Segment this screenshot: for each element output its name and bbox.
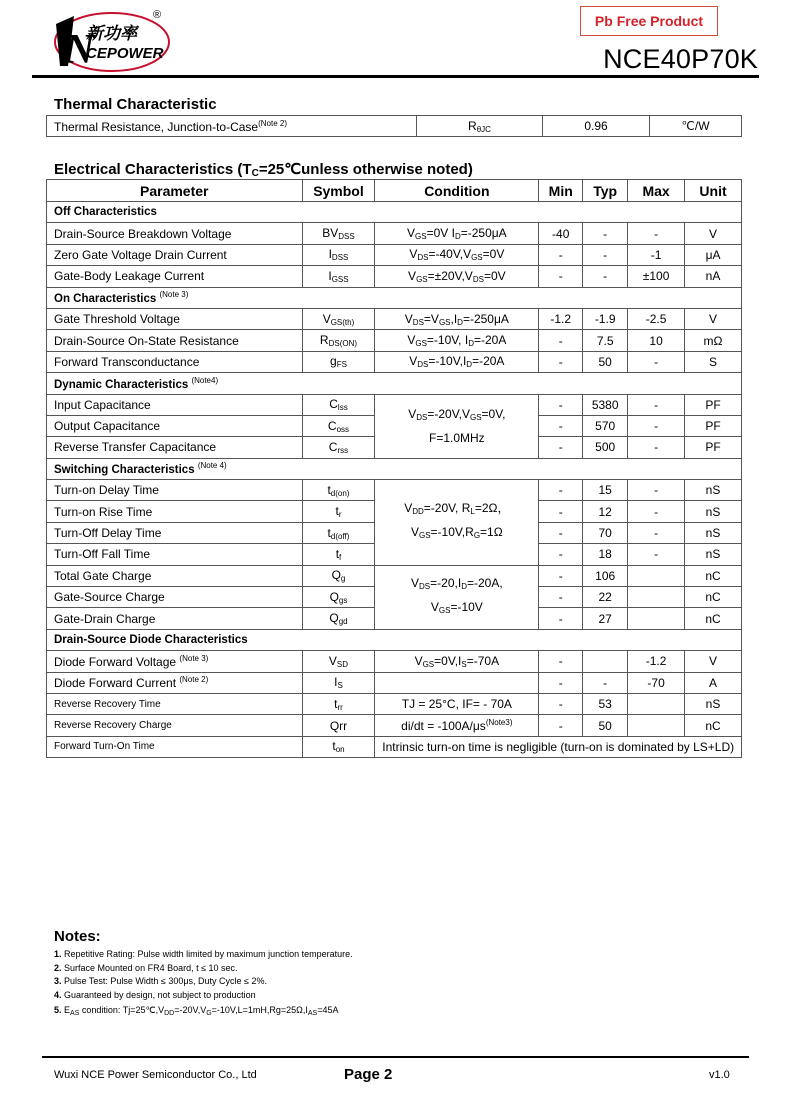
min-cell: -: [539, 715, 583, 736]
symbol-sub: SD: [336, 659, 349, 669]
logo-graphic: [52, 6, 177, 74]
symbol: g: [330, 354, 337, 369]
symbol-sub: DS(ON): [328, 339, 358, 349]
symbol: t: [327, 525, 331, 540]
typ-cell: 53: [583, 693, 628, 714]
header-divider: [32, 75, 759, 78]
symbol-sub: gs: [338, 595, 348, 605]
min-cell: -: [539, 480, 583, 501]
symbol-sub: GS(th): [330, 317, 355, 327]
symbol-cell: [302, 480, 375, 501]
symbol-sub: DSS: [331, 253, 349, 263]
min-cell: -: [539, 266, 583, 287]
unit-cell: nS: [685, 544, 742, 565]
col-header: Parameter: [47, 180, 303, 202]
max-cell: -: [628, 480, 685, 501]
max-cell: -2.5: [628, 308, 685, 329]
symbol-sub: g: [340, 574, 346, 584]
unit-cell: nS: [685, 522, 742, 543]
param-cell: Turn-on Rise Time: [47, 501, 303, 522]
symbol-cell: [302, 223, 375, 244]
condition-cell: $V_{GS}=-10V$, $I_D=-20A$: [375, 330, 539, 351]
unit-cell: nC: [685, 565, 742, 586]
thermal-value: 0.96: [543, 116, 650, 137]
table-row: [47, 266, 742, 287]
table-row: [47, 330, 742, 351]
min-cell: -: [539, 651, 583, 672]
max-cell: -: [628, 223, 685, 244]
symbol: C: [329, 397, 338, 412]
symbol: t: [334, 696, 338, 711]
unit-cell: A: [685, 672, 742, 693]
symbol-sub: gd: [338, 617, 348, 627]
max-cell: -: [628, 522, 685, 543]
note-item: [54, 989, 353, 1003]
table-row: [47, 715, 742, 736]
min-cell: -: [539, 501, 583, 522]
max-cell: [628, 715, 685, 736]
table-row: [47, 693, 742, 714]
symbol: V: [322, 311, 331, 326]
param-cell: Drain-Source Breakdown Voltage: [47, 223, 303, 244]
condition-cell: $V_{DD}=-20V$, $R_L=2\Omega$， $V_{GS}=-10V,R_G=1\Omega$: [375, 480, 539, 566]
max-cell: [628, 587, 685, 608]
condition-cell: $V_{DS}=-40V,V_{GS}=0V$: [375, 244, 539, 265]
logo-registered: ®: [153, 9, 162, 21]
table-row: [47, 308, 742, 329]
condition-cell: TJ = 25°C, IF= - 70A: [375, 693, 539, 714]
param-cell: Forward Turn-On Time: [47, 736, 303, 757]
note-text: Pulse Test: Pulse Width ≤ 300μs, Duty Cycle ≤ 2%.: [61, 976, 267, 987]
symbol: V: [328, 653, 337, 668]
note-ref: (Note 2): [179, 675, 209, 685]
category-row: [47, 458, 742, 479]
condition-cell: [375, 672, 539, 693]
unit-cell: S: [685, 351, 742, 372]
min-cell: -: [539, 608, 583, 629]
part-number: NCE40P70K: [603, 44, 758, 74]
unit-cell: nC: [685, 608, 742, 629]
footer-page: Page 2: [344, 1066, 393, 1083]
symbol-cell: [302, 587, 375, 608]
min-cell: -: [539, 544, 583, 565]
title-sub: C: [251, 168, 259, 179]
symbol-cell: [302, 672, 375, 693]
symbol-sub: FS: [336, 360, 347, 370]
param-cell: [47, 651, 303, 672]
category-row: [47, 287, 742, 308]
symbol: Q: [329, 611, 339, 626]
title-part: Electrical Characteristics (T: [54, 161, 252, 178]
typ-cell: 15: [583, 480, 628, 501]
max-cell: 10: [628, 330, 685, 351]
typ-cell: 570: [583, 415, 628, 436]
param-cell: Zero Gate Voltage Drain Current: [47, 244, 303, 265]
col-header: Typ: [583, 180, 628, 202]
min-cell: -: [539, 394, 583, 415]
thermal-table: [46, 115, 742, 137]
note-number: 4.: [54, 989, 62, 1000]
min-cell: -: [539, 330, 583, 351]
symbol: C: [328, 439, 338, 454]
note-number: 1.: [54, 949, 62, 959]
symbol: t: [335, 504, 339, 519]
category-cell: [47, 458, 742, 479]
note-text: Guaranteed by design, not subject to production: [61, 989, 256, 1000]
electrical-title: [54, 160, 473, 179]
typ-cell: -: [583, 223, 628, 244]
max-cell: -70: [628, 672, 685, 693]
unit-cell: PF: [685, 415, 742, 436]
symbol-sub: θJC: [476, 124, 491, 134]
thermal-unit: ℃/W: [650, 116, 742, 137]
min-cell: -: [539, 522, 583, 543]
symbol-sub: lss: [337, 403, 348, 413]
symbol-sub: rr: [337, 702, 343, 712]
symbol-sub: rss: [337, 445, 349, 455]
category-label: Drain-Source Diode Characteristics: [47, 629, 742, 650]
unit-cell: μA: [685, 244, 742, 265]
symbol-cell: [302, 266, 375, 287]
col-header: Min: [539, 180, 583, 202]
table-row: [47, 244, 742, 265]
symbol: t: [335, 546, 340, 561]
min-cell: -1.2: [539, 308, 583, 329]
typ-cell: 500: [583, 437, 628, 458]
typ-cell: 7.5: [583, 330, 628, 351]
symbol-cell: [302, 651, 375, 672]
param-cell: Gate-Body Leakage Current: [47, 266, 303, 287]
condition-cell: $V_{DS}=V_{GS},I_D=-250\mu A$: [375, 308, 539, 329]
unit-cell: PF: [685, 394, 742, 415]
max-cell: -: [628, 501, 685, 522]
category-label: Dynamic Characteristics: [54, 378, 189, 391]
thermal-title: Thermal Characteristic: [54, 96, 217, 113]
footer-company: Wuxi NCE Power Semiconductor Co., Ltd: [54, 1069, 257, 1081]
param-label: Diode Forward Current: [54, 676, 177, 691]
condition-cell: $V_{DS}=-20,I_D=-20A$, $V_{GS}=-10V$: [375, 565, 539, 629]
max-cell: [628, 608, 685, 629]
symbol-sub: f: [339, 552, 342, 562]
symbol-sub: GSS: [331, 274, 349, 284]
symbol-cell: [302, 330, 375, 351]
min-cell: -: [539, 587, 583, 608]
unit-cell: nC: [685, 587, 742, 608]
min-cell: -: [539, 437, 583, 458]
table-row: [47, 223, 742, 244]
logo-chinese: 新功率: [86, 24, 137, 44]
max-cell: -1.2: [628, 651, 685, 672]
unit-cell: nA: [685, 266, 742, 287]
condition-freq: F=1.0MHz: [429, 430, 485, 445]
condition-cell: $V_{GS}=\pm 20V,V_{DS}=0V$: [375, 266, 539, 287]
condition-cell: $V_{GS}=0V$ $I_D=-250\mu A$: [375, 223, 539, 244]
condition-cell: $V_{DS}=-20V,V_{GS}=0V$, F=1.0MHz: [375, 394, 539, 458]
thermal-param-cell: [47, 116, 417, 137]
min-cell: -: [539, 565, 583, 586]
symbol-cell: [302, 522, 375, 543]
note-number: 3.: [54, 976, 62, 987]
max-cell: -: [628, 394, 685, 415]
param-cell: Reverse Recovery Time: [47, 693, 303, 714]
note-ref: (Note3): [485, 718, 513, 728]
category-row: [47, 629, 742, 650]
footer-version: v1.0: [709, 1069, 730, 1081]
symbol-sub: d(off): [330, 531, 350, 541]
min-cell: -: [539, 351, 583, 372]
typ-cell: -: [583, 266, 628, 287]
thermal-param: Thermal Resistance, Junction-to-Case: [54, 119, 259, 134]
note-ref: (Note 3): [179, 653, 209, 663]
symbol: R: [319, 333, 329, 348]
max-cell: ±100: [628, 266, 685, 287]
unit-cell: mΩ: [685, 330, 742, 351]
symbol-cell: [302, 308, 375, 329]
max-cell: [628, 693, 685, 714]
table-row: [47, 351, 742, 372]
symbol-cell: [302, 544, 375, 565]
note-ref: (Note 4): [197, 461, 227, 471]
category-cell: [47, 287, 742, 308]
note-item: [54, 962, 353, 976]
col-header: Condition: [375, 180, 539, 202]
category-label: Off Characteristics: [47, 202, 742, 223]
typ-cell: 12: [583, 501, 628, 522]
unit-cell: nS: [685, 480, 742, 501]
symbol: I: [328, 247, 332, 262]
symbol: BV: [322, 226, 339, 241]
symbol-sub: r: [338, 510, 342, 520]
param-cell: Gate-Source Charge: [47, 587, 303, 608]
note-item: 5. $E_{AS}$ condition: $Tj=25℃,V_{DD}=-20V,V_G=-10V,L=1mH,Rg=25\Omega,I_{AS}=45A$: [54, 1005, 339, 1018]
param-cell: Turn-Off Delay Time: [47, 522, 303, 543]
symbol: Q: [329, 589, 339, 604]
max-cell: -: [628, 351, 685, 372]
symbol-cell: [302, 351, 375, 372]
symbol: Q: [331, 568, 341, 583]
symbol-sub: oss: [336, 424, 350, 434]
unit-cell: nS: [685, 501, 742, 522]
category-row: [47, 373, 742, 394]
param-cell: Reverse Transfer Capacitance: [47, 437, 303, 458]
note-text: E: [61, 1005, 71, 1016]
condition-cell: $V_{DS}=-10V,I_D=-20A$: [375, 351, 539, 372]
col-header: Max: [628, 180, 685, 202]
table-row: [47, 116, 742, 137]
note-item: [54, 948, 353, 962]
logo-english: CEPOWER: [86, 45, 164, 62]
unit-cell: nS: [685, 693, 742, 714]
symbol-cell: [302, 437, 375, 458]
category-cell: [47, 373, 742, 394]
symbol-cell: [302, 565, 375, 586]
max-cell: -: [628, 415, 685, 436]
symbol: R: [468, 118, 477, 133]
condition-cell: $V_{GS}=0V,I_S=-70A$: [375, 651, 539, 672]
note-ref: (Note4): [191, 375, 219, 385]
symbol: I: [334, 675, 338, 690]
param-cell: Output Capacitance: [47, 415, 303, 436]
symbol-sub: S: [337, 681, 343, 691]
param-cell: Gate-Drain Charge: [47, 608, 303, 629]
typ-cell: -1.9: [583, 308, 628, 329]
col-header: Symbol: [302, 180, 375, 202]
typ-cell: -: [583, 244, 628, 265]
min-cell: -: [539, 244, 583, 265]
table-row: [47, 672, 742, 693]
symbol-cell: [302, 693, 375, 714]
param-cell: Drain-Source On-State Resistance: [47, 330, 303, 351]
category-label: Switching Characteristics: [54, 464, 195, 477]
note-text: Surface Mounted on FR4 Board, t ≤ 10 sec.: [61, 962, 238, 973]
typ-cell: -: [583, 672, 628, 693]
max-cell: [628, 565, 685, 586]
note-ref: (Note 2): [258, 118, 287, 128]
param-cell: Reverse Recovery Charge: [47, 715, 303, 736]
category-row: [47, 202, 742, 223]
typ-cell: 5380: [583, 394, 628, 415]
unit-cell: V: [685, 308, 742, 329]
category-label: On Characteristics: [54, 293, 157, 306]
unit-cell: nC: [685, 715, 742, 736]
param-cell: Turn-on Delay Time: [47, 480, 303, 501]
symbol-cell: Qrr: [302, 715, 375, 736]
symbol: C: [327, 418, 337, 433]
typ-cell: 50: [583, 715, 628, 736]
typ-cell: 106: [583, 565, 628, 586]
unit-cell: PF: [685, 437, 742, 458]
symbol: t: [332, 739, 336, 754]
symbol: I: [328, 268, 332, 283]
note-ref: (Note 3): [159, 290, 189, 300]
note-item: [54, 975, 353, 989]
max-cell: -: [628, 544, 685, 565]
typ-cell: [583, 651, 628, 672]
notes-title: Notes:: [54, 928, 101, 945]
table-row: [47, 394, 742, 415]
thermal-symbol-cell: [417, 116, 543, 137]
footer-divider: [42, 1056, 749, 1058]
company-logo: [52, 6, 177, 74]
symbol-cell: [302, 501, 375, 522]
note-number: 2.: [54, 962, 62, 973]
unit-cell: V: [685, 223, 742, 244]
note-text: Repetitive Rating: Pulse width limited by maximum junction temperature.: [61, 949, 353, 959]
symbol-cell: [302, 415, 375, 436]
symbol: t: [327, 482, 331, 497]
param-cell: [47, 672, 303, 693]
typ-cell: 27: [583, 608, 628, 629]
condition-cell: Intrinsic turn-on time is negligible (turn-on is dominated by LS+LD): [375, 736, 742, 757]
condition-cell: [375, 715, 539, 736]
symbol-cell: [302, 736, 375, 757]
min-cell: -40: [539, 223, 583, 244]
param-label: Diode Forward Voltage: [54, 654, 177, 669]
unit-cell: V: [685, 651, 742, 672]
typ-cell: 50: [583, 351, 628, 372]
title-part: =25℃unless otherwise noted): [258, 161, 473, 178]
min-cell: -: [539, 415, 583, 436]
symbol-sub: DSS: [338, 232, 355, 242]
table-row: [47, 480, 742, 501]
symbol-sub: d(on): [330, 488, 350, 498]
logo-n: N: [64, 27, 95, 73]
table-row: [47, 736, 742, 757]
param-cell: Total Gate Charge: [47, 565, 303, 586]
col-header: Unit: [685, 180, 742, 202]
min-cell: -: [539, 693, 583, 714]
symbol-sub: on: [335, 745, 345, 755]
min-cell: -: [539, 672, 583, 693]
typ-cell: 18: [583, 544, 628, 565]
table-row: [47, 565, 742, 586]
header-row: [47, 180, 742, 202]
typ-cell: 22: [583, 587, 628, 608]
note-number: 5.: [54, 1005, 62, 1016]
param-cell: Forward Transconductance: [47, 351, 303, 372]
symbol-cell: [302, 608, 375, 629]
table-row: [47, 651, 742, 672]
electrical-table: [46, 179, 742, 758]
symbol-cell: [302, 244, 375, 265]
typ-cell: 70: [583, 522, 628, 543]
param-cell: Input Capacitance: [47, 394, 303, 415]
condition-text: di/dt = -100A/μs: [401, 719, 486, 734]
param-cell: Turn-Off Fall Time: [47, 544, 303, 565]
symbol-cell: [302, 394, 375, 415]
param-cell: Gate Threshold Voltage: [47, 308, 303, 329]
max-cell: -: [628, 437, 685, 458]
pb-free-badge: Pb Free Product: [580, 6, 718, 36]
notes-list: [54, 948, 353, 1021]
max-cell: -1: [628, 244, 685, 265]
